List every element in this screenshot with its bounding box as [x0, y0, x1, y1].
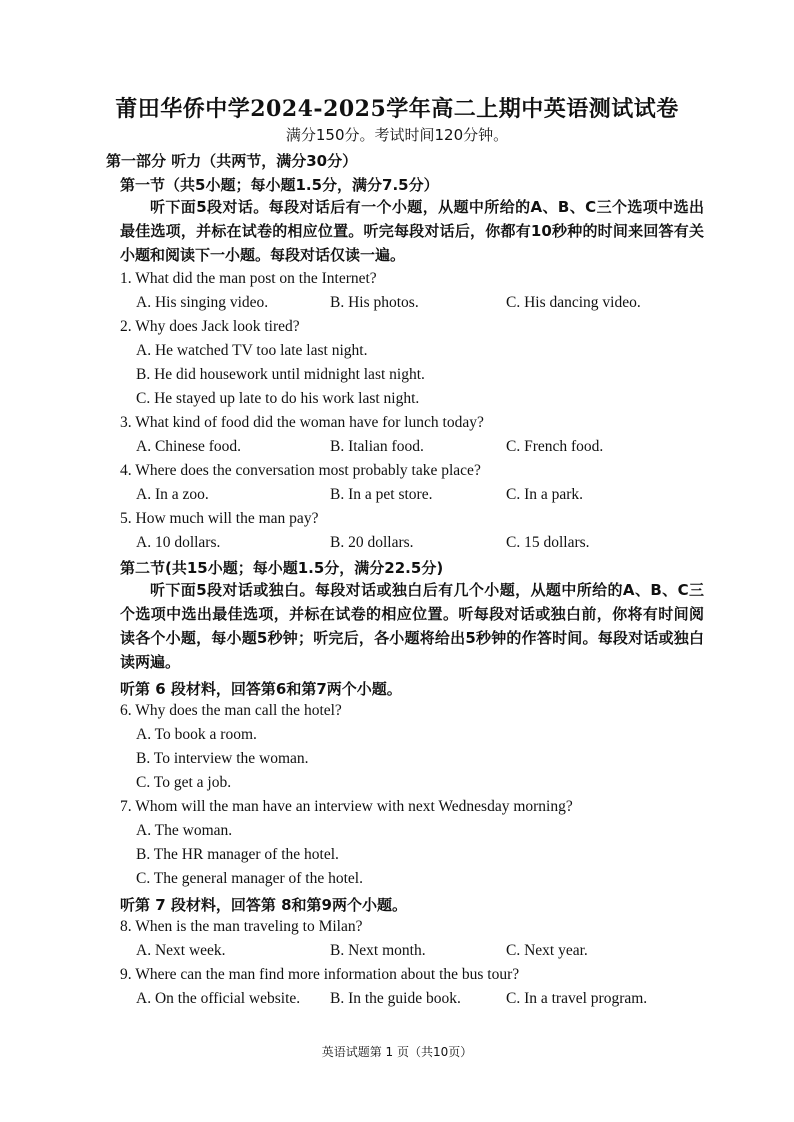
- question-8-option-c: C. Next year.: [506, 942, 588, 959]
- question-6-option-a: A. To book a room.: [136, 726, 257, 743]
- question-4-stem: 4. Where does the conversation most probably take place?: [120, 462, 481, 479]
- material-6-heading: 听第 6 段材料，回答第6和第7两个小题。: [120, 680, 402, 698]
- question-7-option-b: B. The HR manager of the hotel.: [136, 846, 339, 863]
- section1-heading: 第一节（共5小题；每小题1.5分，满分7.5分）: [120, 176, 439, 194]
- section1-instruction: 听下面5段对话。每段对话后有一个小题，从题中所给的A、B、C三个选项中选出最佳选项，并标在试卷的相应位置。听完每段对话后，你都有10秒种的时间来回答有关小题和阅读下一小题。每段对话仅读一遍。: [120, 198, 704, 264]
- question-1-option-a: A. His singing video.: [136, 294, 269, 311]
- question-8-option-a: A. Next week.: [136, 942, 226, 959]
- question-9-option-b: B. In the guide book.: [330, 990, 461, 1007]
- question-9-stem: 9. Where can the man find more information about the bus tour?: [120, 966, 520, 983]
- section2-instruction: 听下面5段对话或独白。每段对话或独白后有几个小题，从题中所给的A、B、C三个选项中选出最佳选项，并标在试卷的相应位置。听每段对话或独白前，你将有时间阅读各个小题，每小题5秒钟；听完后，各小题将给出5秒钟的作答时间。每段对话或独白读两遍。: [120, 581, 704, 671]
- part1-heading: 第一部分 听力（共两节，满分30分）: [106, 152, 358, 170]
- question-1-option-b: B. His photos.: [330, 294, 419, 311]
- question-5-option-c: C. 15 dollars.: [506, 534, 590, 551]
- question-4-option-b: B. In a pet store.: [330, 486, 433, 503]
- question-1-stem: 1. What did the man post on the Internet?: [120, 270, 377, 287]
- question-5-option-b: B. 20 dollars.: [330, 534, 414, 551]
- question-6-option-c: C. To get a job.: [136, 774, 232, 791]
- question-5-option-a: A. 10 dollars.: [136, 534, 221, 551]
- question-9-option-a: A. On the official website.: [136, 990, 301, 1007]
- question-2-option-b: B. He did housework until midnight last night.: [136, 366, 425, 383]
- question-4-option-a: A. In a zoo.: [136, 486, 209, 503]
- question-1-option-c: C. His dancing video.: [506, 294, 641, 311]
- question-7-stem: 7. Whom will the man have an interview with next Wednesday morning?: [120, 798, 573, 815]
- question-3-stem: 3. What kind of food did the woman have for lunch today?: [120, 414, 484, 431]
- question-2-stem: 2. Why does Jack look tired?: [120, 318, 300, 335]
- exam-title: 莆田华侨中学2024-2025学年高二上期中英语测试试卷: [115, 96, 679, 122]
- question-8-option-b: B. Next month.: [330, 942, 426, 959]
- question-4-option-c: C. In a park.: [506, 486, 584, 503]
- question-7-option-c: C. The general manager of the hotel.: [136, 870, 363, 887]
- question-3-option-c: C. French food.: [506, 438, 604, 455]
- question-6-option-b: B. To interview the woman.: [136, 750, 309, 767]
- exam-subtitle: 满分150分。考试时间120分钟。: [285, 126, 509, 144]
- page-footer: 英语试题第 1 页（共10页）: [321, 1045, 473, 1059]
- question-3-option-b: B. Italian food.: [330, 438, 424, 455]
- question-8-stem: 8. When is the man traveling to Milan?: [120, 918, 363, 935]
- question-2-option-a: A. He watched TV too late last night.: [136, 342, 368, 359]
- question-2-option-c: C. He stayed up late to do his work last night.: [136, 390, 420, 407]
- question-3-option-a: A. Chinese food.: [136, 438, 242, 455]
- question-6-stem: 6. Why does the man call the hotel?: [120, 702, 342, 719]
- question-9-option-c: C. In a travel program.: [506, 990, 648, 1007]
- material-7-heading: 听第 7 段材料，回答第 8和第9两个小题。: [120, 896, 407, 914]
- section2-heading: 第二节(共15小题；每小题1.5分，满分22.5分): [120, 559, 444, 577]
- question-5-stem: 5. How much will the man pay?: [120, 510, 319, 527]
- question-7-option-a: A. The woman.: [136, 822, 233, 839]
